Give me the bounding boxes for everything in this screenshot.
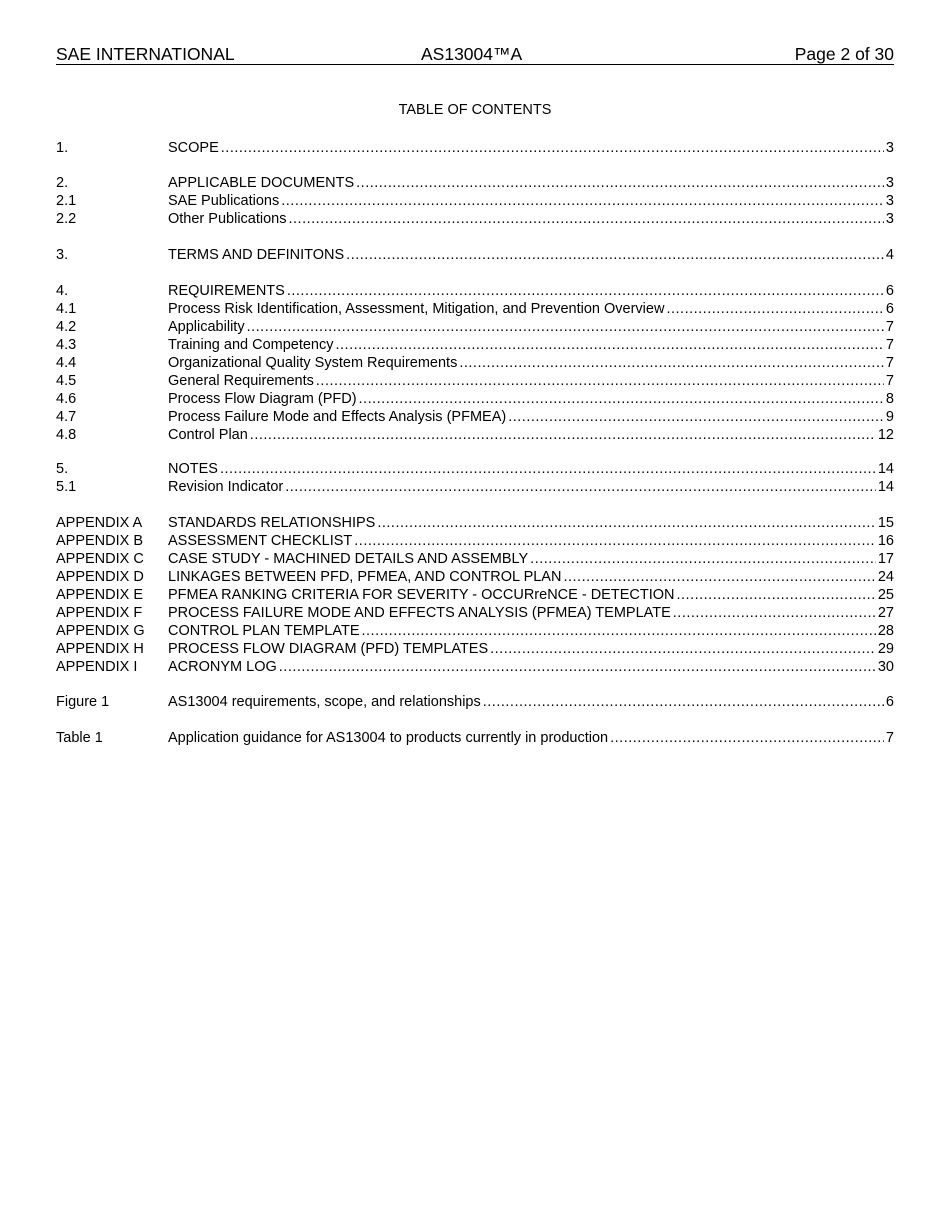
toc-entry[interactable]: [56, 139, 894, 157]
toc-entry-title: Control Plan: [168, 427, 248, 443]
toc-dot-leader: [563, 568, 875, 586]
toc-entry-line: [168, 640, 894, 658]
toc-entry-line: [168, 532, 894, 550]
toc-entry[interactable]: [56, 460, 894, 478]
toc-entry[interactable]: [56, 550, 894, 568]
toc-entry[interactable]: [56, 174, 894, 192]
toc-entry-line: [168, 622, 894, 640]
toc-entry[interactable]: [56, 604, 894, 622]
toc-entry-page: 17: [877, 551, 894, 567]
toc-entry-line: [168, 408, 894, 426]
toc-entry-page: 24: [877, 569, 894, 585]
toc-entry-page: 4: [885, 247, 894, 263]
toc-entry-title: PFMEA RANKING CRITERIA FOR SEVERITY - OCCURreNCE - DETECTION: [168, 587, 675, 603]
toc-dot-leader: [336, 336, 884, 354]
toc-dot-leader: [490, 640, 876, 658]
toc-entry-title: APPLICABLE DOCUMENTS: [168, 175, 355, 191]
toc-entry-title: LINKAGES BETWEEN PFD, PFMEA, AND CONTROL PLAN: [168, 569, 562, 585]
toc-entry-title: ASSESSMENT CHECKLIST: [168, 533, 353, 549]
toc-title: TABLE OF CONTENTS: [398, 102, 552, 118]
toc-dot-leader: [362, 622, 876, 640]
toc-entry-line: [168, 693, 894, 711]
toc-entry[interactable]: [56, 693, 894, 711]
toc-entry-title: AS13004 requirements, scope, and relationships: [168, 694, 481, 710]
toc-entry-title: Organizational Quality System Requirements: [168, 355, 458, 371]
toc-entry-page: 7: [885, 373, 894, 389]
toc-entry[interactable]: [56, 426, 894, 444]
toc-entry-title: NOTES: [168, 461, 218, 477]
toc-entry[interactable]: [56, 729, 894, 747]
toc-entry-number: APPENDIX C: [56, 551, 144, 567]
toc-dot-leader: [220, 460, 876, 478]
toc-entry-page: 7: [885, 337, 894, 353]
toc-entry-number: Table 1: [56, 730, 103, 746]
toc-entry-line: [168, 139, 894, 157]
toc-entry-title: Other Publications: [168, 211, 287, 227]
toc-entry-page: 3: [885, 140, 894, 156]
toc-entry-title: REQUIREMENTS: [168, 283, 285, 299]
header-organization: SAE INTERNATIONAL: [56, 44, 235, 64]
toc-entry-title: CONTROL PLAN TEMPLATE: [168, 623, 360, 639]
toc-entry-line: [168, 246, 894, 264]
toc-entry-line: [168, 300, 894, 318]
toc-entry-number: 5.1: [56, 479, 77, 495]
page-header: [56, 44, 894, 65]
toc-entry[interactable]: [56, 478, 894, 496]
toc-entry-number: 4.2: [56, 319, 77, 335]
toc-entry-number: APPENDIX F: [56, 605, 143, 621]
toc-entry-number: APPENDIX E: [56, 587, 144, 603]
toc-entry-line: [168, 550, 894, 568]
toc-entry[interactable]: [56, 318, 894, 336]
toc-entry-number: APPENDIX H: [56, 641, 144, 657]
toc-entry-page: 30: [877, 659, 894, 675]
toc-entry-number: 2.2: [56, 211, 77, 227]
toc-entry-page: 3: [885, 211, 894, 227]
toc-dot-leader: [285, 478, 876, 496]
toc-entry-line: [168, 336, 894, 354]
toc-dot-leader: [676, 586, 875, 604]
toc-entry[interactable]: [56, 390, 894, 408]
toc-dot-leader: [279, 658, 876, 676]
toc-entry-title: Process Failure Mode and Effects Analysis (PFMEA): [168, 409, 507, 425]
toc-entry-title: PROCESS FLOW DIAGRAM (PFD) TEMPLATES: [168, 641, 489, 657]
toc-entry-page: 3: [885, 193, 894, 209]
toc-dot-leader: [354, 532, 876, 550]
toc-entry-line: [168, 174, 894, 192]
toc-dot-leader: [508, 408, 884, 426]
toc-entry-title: SAE Publications: [168, 193, 280, 209]
toc-entry-page: 15: [877, 515, 894, 531]
toc-entry-line: [168, 514, 894, 532]
toc-dot-leader: [316, 372, 884, 390]
toc-entry[interactable]: [56, 532, 894, 550]
toc-entry[interactable]: [56, 622, 894, 640]
toc-entry-number: APPENDIX G: [56, 623, 145, 639]
toc-entry[interactable]: [56, 300, 894, 318]
toc-entry-title: Revision Indicator: [168, 479, 284, 495]
toc-entry-line: [168, 658, 894, 676]
toc-entry-page: 6: [885, 694, 894, 710]
toc-entry-line: [168, 354, 894, 372]
toc-entry-title: Training and Competency: [168, 337, 334, 353]
toc-entry[interactable]: [56, 246, 894, 264]
toc-entry-number: 4.7: [56, 409, 77, 425]
toc-entry-number: APPENDIX B: [56, 533, 144, 549]
header-document-id: AS13004™A: [421, 44, 523, 64]
toc-entry-number: APPENDIX D: [56, 569, 144, 585]
toc-entry[interactable]: [56, 514, 894, 532]
toc-entry-title: TERMS AND DEFINITONS: [168, 247, 345, 263]
toc-entry[interactable]: [56, 372, 894, 390]
toc-entry-number: APPENDIX I: [56, 659, 138, 675]
toc-dot-leader: [483, 693, 884, 711]
toc-entry-number: 5.: [56, 461, 69, 477]
toc-entry[interactable]: [56, 282, 894, 300]
toc-entry-number: 2.: [56, 175, 69, 191]
toc-entry[interactable]: [56, 658, 894, 676]
toc-entry-line: [168, 282, 894, 300]
toc-entry-line: [168, 192, 894, 210]
toc-dot-leader: [346, 246, 884, 264]
toc-entry-title: Application guidance for AS13004 to products currently in production: [168, 730, 609, 746]
toc-entry[interactable]: [56, 568, 894, 586]
toc-entry-title: Applicability: [168, 319, 245, 335]
toc-entry-number: 4.: [56, 283, 69, 299]
toc-entry-line: [168, 426, 894, 444]
toc-entry-line: [168, 729, 894, 747]
toc-entry-page: 14: [877, 479, 894, 495]
toc-entry-page: 7: [885, 355, 894, 371]
toc-entry-number: 4.4: [56, 355, 77, 371]
toc-dot-leader: [287, 282, 884, 300]
toc-entry-page: 7: [885, 730, 894, 746]
toc-entry-line: [168, 586, 894, 604]
header-page-number: Page 2 of 30: [794, 44, 894, 64]
toc-entry-line: [168, 210, 894, 228]
toc-dot-leader: [459, 354, 884, 372]
toc-entry-line: [168, 318, 894, 336]
toc-entry-title: General Requirements: [168, 373, 314, 389]
toc-dot-leader: [666, 300, 883, 318]
toc-entry-page: 9: [885, 409, 894, 425]
toc-entry-number: 4.5: [56, 373, 77, 389]
toc-dot-leader: [356, 174, 884, 192]
toc-entry-number: 1.: [56, 140, 69, 156]
toc-entry-page: 6: [885, 301, 894, 317]
toc-entry-line: [168, 478, 894, 496]
toc-entry-number: 2.1: [56, 193, 77, 209]
toc-dot-leader: [530, 550, 876, 568]
toc-dot-leader: [250, 426, 876, 444]
toc-entry-page: 28: [877, 623, 894, 639]
toc-entry-number: 4.6: [56, 391, 77, 407]
toc-dot-leader: [673, 604, 876, 622]
toc-entry[interactable]: [56, 640, 894, 658]
toc-entry-page: 12: [877, 427, 894, 443]
toc-entry-page: 8: [885, 391, 894, 407]
toc-entry-page: 14: [877, 461, 894, 477]
toc-entry-title: STANDARDS RELATIONSHIPS: [168, 515, 376, 531]
toc-dot-leader: [610, 729, 884, 747]
toc-entry-page: 6: [885, 283, 894, 299]
toc-entry-title: SCOPE: [168, 140, 219, 156]
toc-entry-title: PROCESS FAILURE MODE AND EFFECTS ANALYSIS (PFMEA) TEMPLATE: [168, 605, 671, 621]
toc-entry-title: ACRONYM LOG: [168, 659, 277, 675]
toc-entry-page: 3: [885, 175, 894, 191]
toc-entry-number: 4.1: [56, 301, 77, 317]
toc-entry-line: [168, 390, 894, 408]
toc-entry-page: 7: [885, 319, 894, 335]
toc-entry-number: 4.3: [56, 337, 77, 353]
toc-entry-title: Process Flow Diagram (PFD): [168, 391, 357, 407]
toc-entry-title: Process Risk Identification, Assessment, Mitigation, and Prevention Overview: [168, 301, 665, 317]
toc-entry-number: Figure 1: [56, 694, 110, 710]
toc-entry-line: [168, 568, 894, 586]
toc-entry-page: 25: [877, 587, 894, 603]
toc-entry-number: 3.: [56, 247, 69, 263]
toc-entry-line: [168, 372, 894, 390]
toc-entry[interactable]: [56, 586, 894, 604]
toc-entry-number: 4.8: [56, 427, 77, 443]
toc-entry[interactable]: [56, 210, 894, 228]
toc-entry[interactable]: [56, 354, 894, 372]
toc-entry-number: APPENDIX A: [56, 515, 143, 531]
toc-dot-leader: [281, 192, 884, 210]
toc-dot-leader: [221, 139, 884, 157]
toc-entry-line: [168, 460, 894, 478]
toc-entry[interactable]: [56, 336, 894, 354]
toc-entry-page: 29: [877, 641, 894, 657]
toc-entry-line: [168, 604, 894, 622]
toc-entry-title: CASE STUDY - MACHINED DETAILS AND ASSEMBLY: [168, 551, 529, 567]
toc-entry-page: 27: [877, 605, 894, 621]
toc-entry[interactable]: [56, 408, 894, 426]
toc-dot-leader: [359, 390, 884, 408]
toc-entry[interactable]: [56, 192, 894, 210]
toc-entry-page: 16: [877, 533, 894, 549]
toc-dot-leader: [247, 318, 884, 336]
toc-dot-leader: [377, 514, 876, 532]
toc-dot-leader: [288, 210, 883, 228]
